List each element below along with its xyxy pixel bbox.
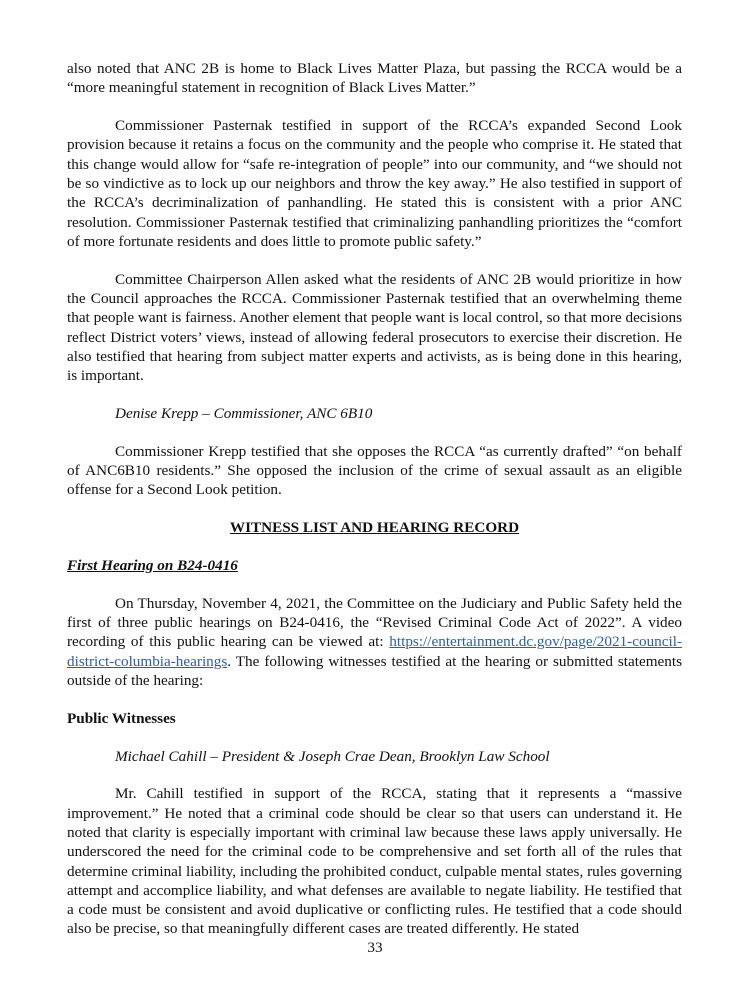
paragraph-hearing-description [67,594,682,690]
paragraph-allen-question: Committee Chairperson Allen asked what the residents of ANC 2B would prioritize in how the Council approaches the RCCA. Commissioner Pasternak testified that an overwhelming theme that people want is fairness. Another element that people want is local control, so that more decisions reflect District voters’ views, instead of allowing federal prosecutors to exercise their discretion. He also testified that hearing from subject matter experts and activists, as is being done in this hearing, is important. [67,270,682,385]
hearing-description-text: On Thursday, November 4, 2021, the Committee on the Judiciary and Public Safety held the first of three public hearings on B24-0416, the “Revised Criminal Code Act of 2022”. A video recording of this public hearing can be viewed at: [67,594,682,651]
subsection-title: First Hearing on B24-0416 [67,556,238,574]
witness-name-cahill: Michael Cahill – President & Joseph Crae Dean, Brooklyn Law School [115,747,550,765]
public-witnesses-heading: Public Witnesses [67,709,176,727]
page-number: 33 [367,939,383,956]
section-title: WITNESS LIST AND HEARING RECORD [229,519,520,537]
witness-name-krepp: Denise Krepp – Commissioner, ANC 6B10 [115,404,373,422]
paragraph-cahill-testimony: Mr. Cahill testified in support of the RCCA, stating that it represents a “massive improvement.” He noted that a criminal code should be clear so that users can understand it. He noted that clarity is especially important with criminal law because these laws apply universally. He underscored the need for the criminal code to be comprehensive and set forth all of the rules that determine criminal liability, including the prohibited conduct, culpable mental states, rules governing attempt and accomplice liability, and what defenses are available to negate liability. He testified that a code must be consistent and avoid duplicative or conflicting rules. He testified that a code should also be precise, so that meaningfully different cases are treated differently. He stated [67,785,682,938]
hearing-description-text-end: . The following witnesses testified at the hearing or submitted statements outside of the hearing: [67,652,682,689]
hearing-video-link[interactable]: https://entertainment.dc.gov/page/2021-council-district-columbia-hearings [67,633,682,670]
paragraph-anc-2b-continuation: also noted that ANC 2B is home to Black Lives Matter Plaza, but passing the RCCA would be a “more meaningful statement in recognition of Black Lives Matter.” [67,60,682,97]
paragraph-pasternak-second-look: Commissioner Pasternak testified in support of the RCCA’s expanded Second Look provision because it retains a focus on the community and the people who comprise it. He stated that this change would allow for “safe re-integration of people” into our community, and “we should not be so vindictive as to lock up our neighbors and throw the key away.” He also testified in support of the RCCA’s decriminalization of panhandling. He stated this is consistent with a prior ANC resolution. Commissioner Pasternak testified that criminalizing panhandling prioritizes the “comfort of more fortunate residents and does little to promote public safety.” [67,117,682,250]
page-content [67,59,682,939]
paragraph-krepp-testimony: Commissioner Krepp testified that she opposes the RCCA “as currently drafted” “on behalf of ANC6B10 residents.” She opposed the inclusion of the crime of sexual assault as an eligible offense for a Second Look petition. [67,442,682,499]
